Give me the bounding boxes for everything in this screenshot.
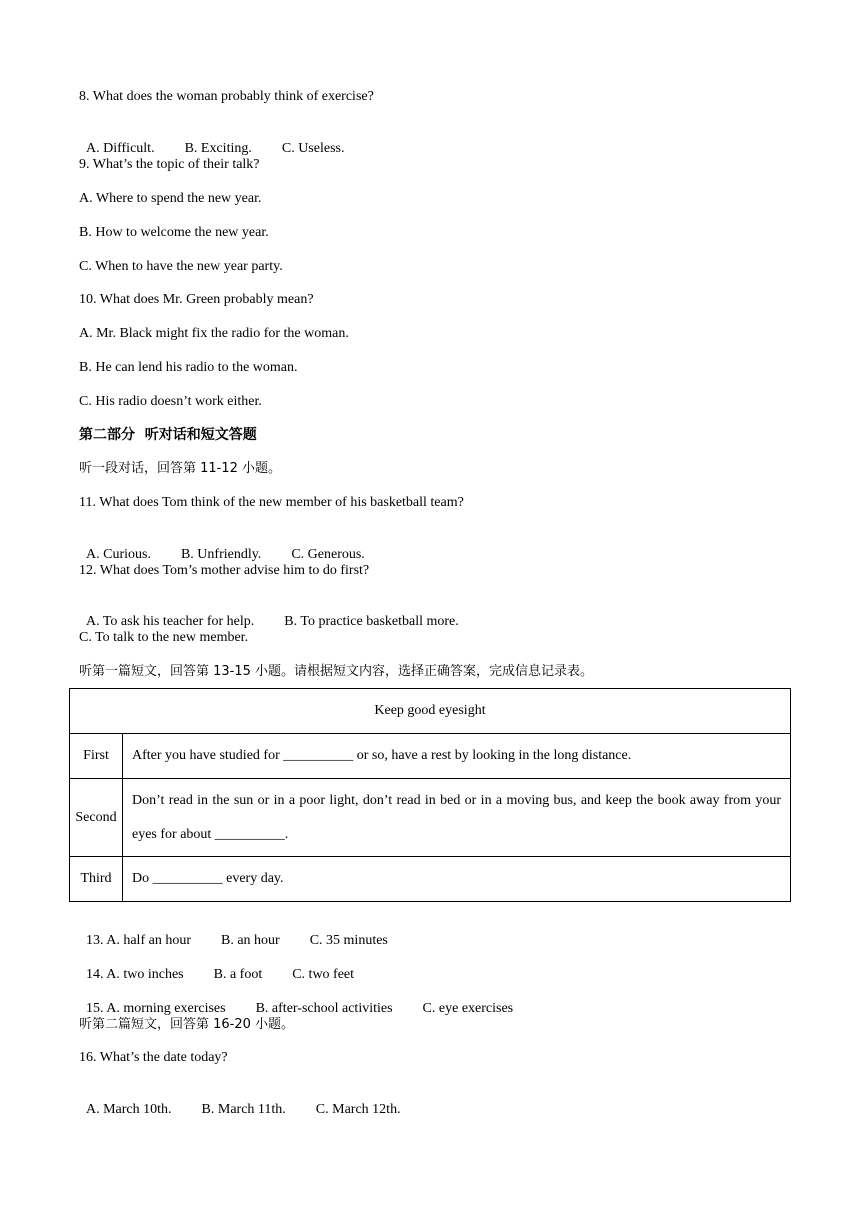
option-c: C. His radio doesn’t work either. bbox=[79, 394, 262, 409]
option-c: C. eye exercises bbox=[422, 1001, 514, 1016]
option-c: C. two feet bbox=[292, 967, 355, 982]
option-b: B. He can lend his radio to the woman. bbox=[79, 360, 298, 375]
question-16-stem: 16. What’s the date today? bbox=[79, 1050, 228, 1065]
row-label: Second bbox=[70, 779, 123, 857]
question-10-stem: 10. What does Mr. Green probably mean? bbox=[79, 292, 314, 307]
question-9-stem: 9. What’s the topic of their talk? bbox=[79, 157, 260, 172]
table-row bbox=[70, 734, 791, 779]
option-b: B. an hour bbox=[220, 933, 280, 948]
question-15-stem: 15. A. morning exercises bbox=[86, 1001, 226, 1016]
question-11-options bbox=[79, 528, 365, 564]
question-13-stem: 13. A. half an hour bbox=[86, 933, 191, 948]
option-a: A. Mr. Black might fix the radio for the woman. bbox=[79, 326, 349, 341]
row-label: Third bbox=[70, 857, 123, 902]
option-c: C. When to have the new year party. bbox=[79, 259, 283, 274]
table-title-row bbox=[70, 689, 791, 734]
row-text: Do __________ every day. bbox=[123, 857, 791, 902]
question-14-stem: 14. A. two inches bbox=[86, 967, 184, 982]
row-label: First bbox=[70, 734, 123, 779]
option-c: C. Useless. bbox=[281, 141, 345, 156]
option-a: A. To ask his teacher for help. bbox=[86, 614, 255, 629]
question-11-stem: 11. What does Tom think of the new member of his basketball team? bbox=[79, 495, 464, 510]
option-b: B. To practice basketball more. bbox=[284, 614, 459, 629]
instruction-11-12: 听一段对话，回答第 11-12 小题。 bbox=[79, 461, 282, 476]
option-c: C. Generous. bbox=[291, 547, 365, 562]
question-8-options bbox=[79, 122, 344, 158]
option-b: B. How to welcome the new year. bbox=[79, 225, 269, 240]
option-c: C. March 12th. bbox=[315, 1102, 401, 1117]
row-text: After you have studied for __________ or so, have a rest by looking in the long distance. bbox=[123, 734, 791, 779]
option-b: B. a foot bbox=[213, 967, 263, 982]
row-text: Don’t read in the sun or in a poor light, don’t read in bed or in a moving bus, and keep the book away from your eyes for about __________. bbox=[123, 779, 791, 857]
question-15 bbox=[79, 982, 513, 1018]
option-b: B. Exciting. bbox=[184, 141, 252, 156]
option-a: A. Difficult. bbox=[86, 141, 155, 156]
option-b: B. March 11th. bbox=[201, 1102, 286, 1117]
option-c: C. To talk to the new member. bbox=[79, 630, 249, 645]
question-8-stem: 8. What does the woman probably think of exercise? bbox=[79, 89, 374, 104]
table-title: Keep good eyesight bbox=[70, 689, 791, 734]
option-b: B. after-school activities bbox=[255, 1001, 393, 1016]
instruction-13-15: 听第一篇短文，回答第 13-15 小题。请根据短文内容，选择正确答案，完成信息记录表。 bbox=[79, 664, 594, 679]
instruction-16-20: 听第二篇短文，回答第 16-20 小题。 bbox=[79, 1017, 295, 1032]
eyesight-info-table bbox=[69, 688, 791, 902]
table-row bbox=[70, 779, 791, 857]
question-14 bbox=[79, 948, 354, 984]
option-c: C. 35 minutes bbox=[309, 933, 388, 948]
option-a: A. March 10th. bbox=[86, 1102, 172, 1117]
question-12-options bbox=[79, 595, 459, 631]
option-b: B. Unfriendly. bbox=[180, 547, 262, 562]
option-a: A. Curious. bbox=[86, 547, 151, 562]
option-a: A. Where to spend the new year. bbox=[79, 191, 262, 206]
question-12-stem: 12. What does Tom’s mother advise him to do first? bbox=[79, 563, 370, 578]
section-heading: 第二部分 听对话和短文答题 bbox=[79, 427, 257, 443]
question-16-options bbox=[79, 1083, 401, 1119]
question-13 bbox=[79, 914, 388, 950]
table-row bbox=[70, 857, 791, 902]
